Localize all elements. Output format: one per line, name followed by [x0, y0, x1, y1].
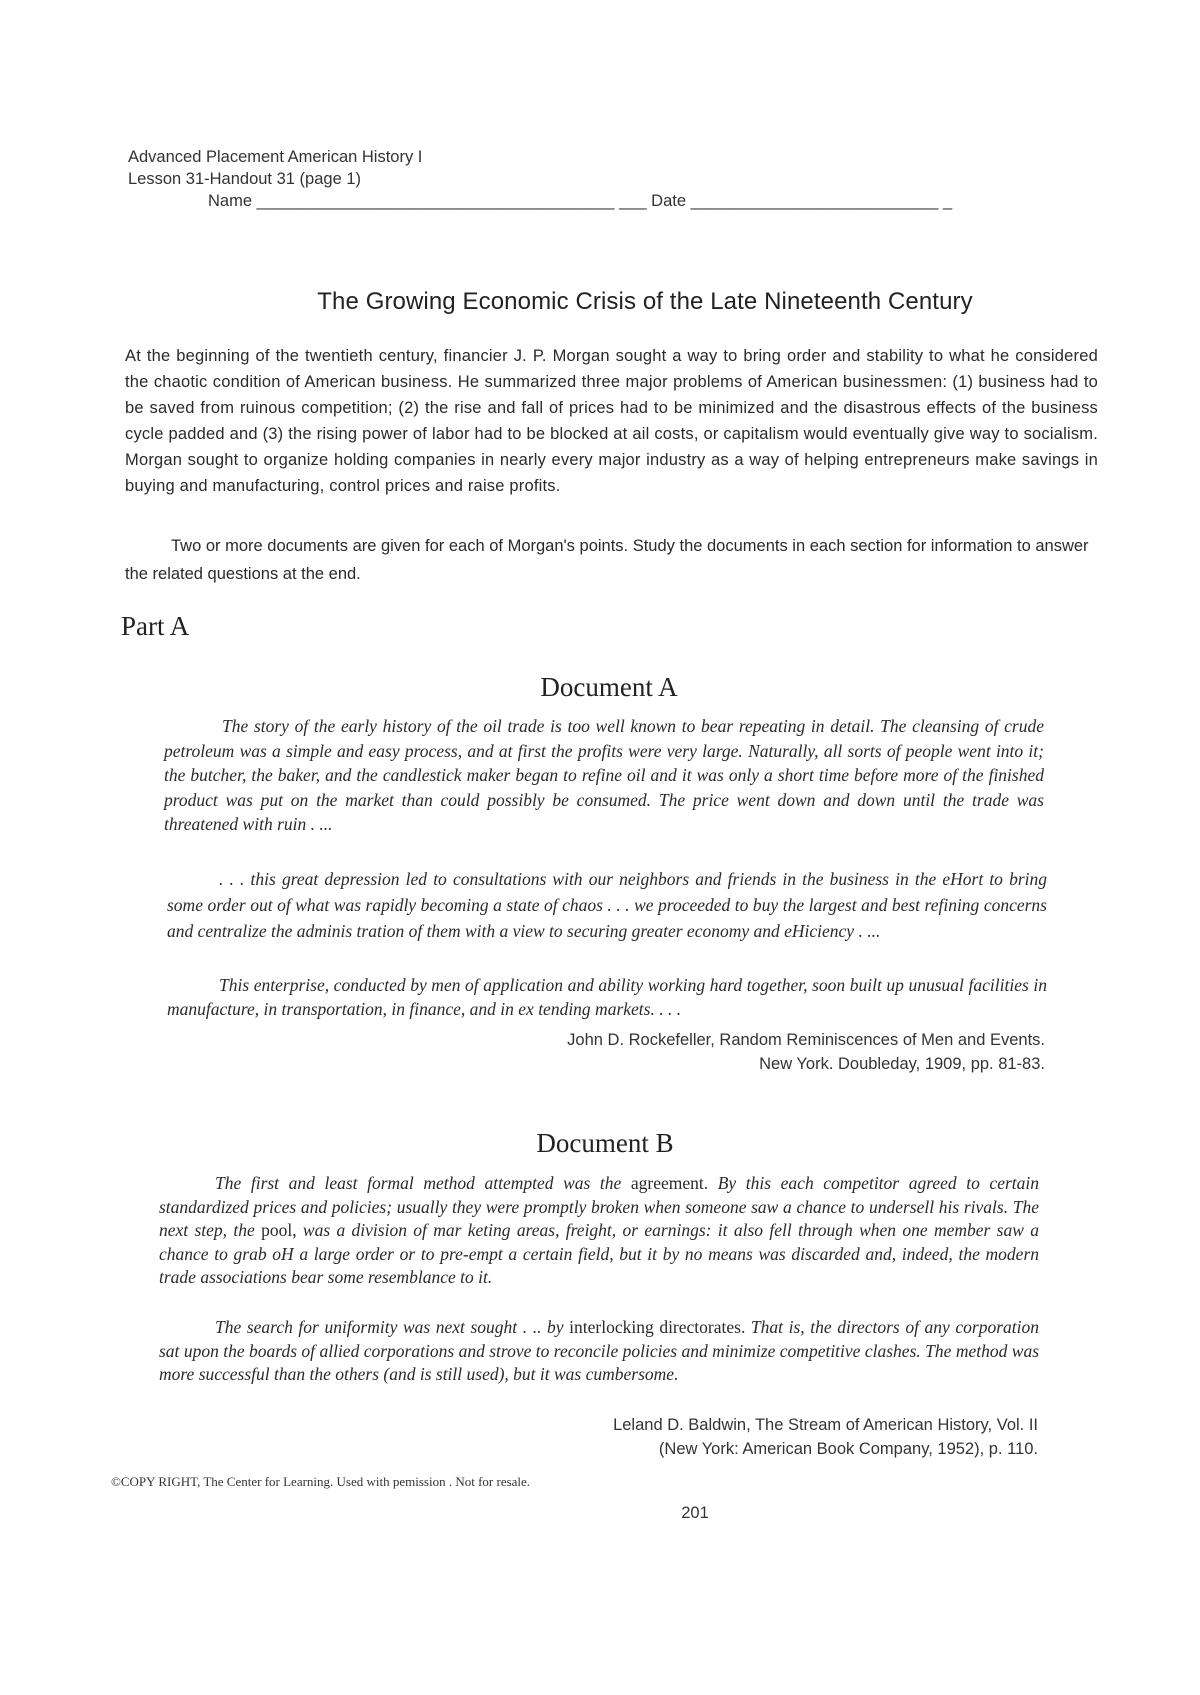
document-a-paragraph-2: . . . this great depression led to consultations with our neighbors and friends in the business in the eHort to bring some order out of what was rapidly becoming a state of chaos . . . we proceeded to buy the largest and best refining concerns and centralize the adminis tration of them with a view to securing greater economy and eHiciency . ... — [167, 869, 1047, 941]
term-interlocking-directorates: interlocking directorates. — [569, 1317, 746, 1337]
document-b-heading: Document B — [536, 1128, 674, 1158]
page-title: The Growing Economic Crisis of the Late Nineteenth Century — [317, 288, 973, 315]
document-a-citation-line-2: New York. Doubleday, 1909, pp. 81-83. — [759, 1055, 1045, 1073]
document-b-p1-text-a: The first and least formal method attempted was the — [215, 1173, 622, 1193]
document-a-paragraph-1: The story of the early history of the oil trade is too well known to bear repeating in detail. The cleansing of crude petroleum was a simple and easy process, and at first the profits were very large. Naturally, all sorts of people went into it; the butcher, the baker, and the candlestick maker began to refine oil and it was only a short time before more of the finished product was put on the market than could possibly be consumed. The price went down and down until the trade was threatened with ruin . ... — [164, 716, 1044, 834]
course-title: Advanced Placement American History I — [128, 148, 423, 166]
document-b-p2-text-b: That is, the directors of any corporation sat upon the boards of allied corporations and strove to reconcile policies and minimize competitive clashes. The method was more successful than the others (and is still used), but it was cumbersome. — [159, 1317, 1040, 1384]
term-pool: pool, — [261, 1220, 297, 1240]
part-a-heading: Part A — [121, 611, 190, 641]
document-a-paragraph-3: This enterprise, conducted by men of application and ability working hard together, soon built up unusual facilities in manufacture, in transportation, in finance, and in ex tending markets. . . . — [167, 975, 1047, 1019]
document-b-paragraph-2 — [159, 1316, 1039, 1387]
document-b-p1-text-b: By this each competitor agreed to certain standardized prices and policies; usually they were promptly broken when someone saw a chance to undersell his rivals. The next step, the — [159, 1173, 1039, 1240]
document-b-citation-line-1: Leland D. Baldwin, The Stream of American History, Vol. II — [613, 1416, 1038, 1434]
copyright-notice: ©COPY RIGHT, The Center for Learning. Used with pemission . Not for resale. — [111, 1474, 531, 1489]
document-b-citation-line-2: (New York: American Book Company, 1952), p. 110. — [658, 1440, 1038, 1458]
handout-header — [128, 146, 952, 212]
document-b-p1-text-c: was a division of mar keting areas, freight, or earnings: it also fell through when one member saw a chance to grab oH a large order or to pre-empt a certain field, but it by no means was discarded and, indeed, the modern trade associations bear some resemblance to it. — [159, 1220, 1039, 1287]
page-number: 201 — [681, 1504, 709, 1522]
document-b-citation — [400, 1413, 1038, 1461]
document-b-paragraph-1 — [159, 1172, 1039, 1290]
document-a-heading: Document A — [540, 672, 678, 702]
intro-paragraph: At the beginning of the twentieth century, financier J. P. Morgan sought a way to bring order and stability to what he considered the chaotic condition of American business. He summarized three major problems of American businessmen: (1) business had to be saved from ruinous competition; (2) the rise and fall of prices had to be minimized and the disastrous effects of the business cycle padded and (3) the rising power of labor had to be blocked at ail costs, or capitalism would eventually give way to socialism. Morgan sought to organize holding companies in nearly every major industry as a way of helping entrepreneurs make savings in buying and manufacturing, control prices and raise profits. — [125, 347, 1098, 495]
term-agreement: agreement. — [630, 1173, 709, 1193]
name-date-line: Name _______________________________________ ___ Date ___________________________ _ — [208, 192, 953, 210]
document-a-citation-line-1: John D. Rockefeller, Random Reminiscences of Men and Events. — [567, 1031, 1045, 1049]
instructions-paragraph — [125, 532, 1098, 588]
instructions-text: Two or more documents are given for each of Morgan's points. Study the documents in each section for information to answer the related questions at the end. — [125, 537, 1089, 583]
document-b-p2-text-a: The search for uniformity was next sought . .. by — [215, 1317, 564, 1337]
document-a-citation — [400, 1028, 1045, 1076]
lesson-label: Lesson 31-Handout 31 (page 1) — [128, 170, 361, 188]
